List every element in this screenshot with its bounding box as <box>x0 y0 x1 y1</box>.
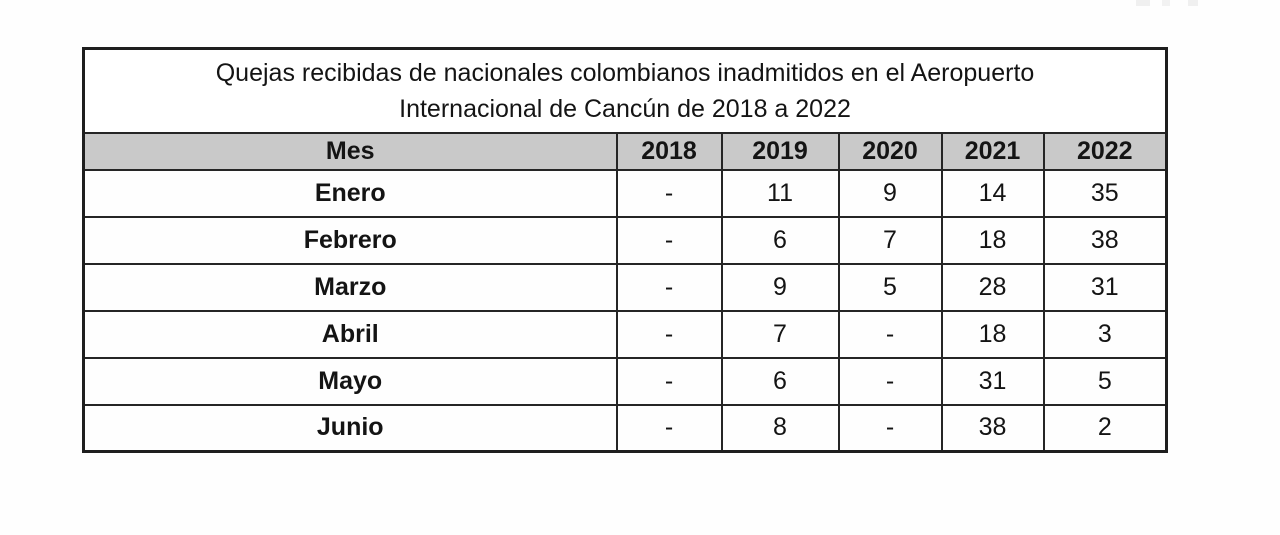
table-cell: - <box>617 311 722 358</box>
table-cell: - <box>617 170 722 217</box>
table-cell: - <box>839 311 942 358</box>
table-cell: 2 <box>1044 405 1167 452</box>
month-cell: Mayo <box>84 358 617 405</box>
table-header-row <box>84 133 1167 170</box>
table-cell: - <box>617 264 722 311</box>
table-cell: - <box>839 405 942 452</box>
scan-artifact <box>1136 0 1212 6</box>
table-cell: 7 <box>722 311 839 358</box>
table-cell: 35 <box>1044 170 1167 217</box>
table-cell: - <box>617 217 722 264</box>
column-header-2022: 2022 <box>1044 133 1167 170</box>
table-cell: 3 <box>1044 311 1167 358</box>
table-cell: - <box>839 358 942 405</box>
table-title-line-2: Internacional de Cancún de 2018 a 2022 <box>399 94 851 123</box>
table-cell: 5 <box>1044 358 1167 405</box>
table-row-febrero <box>84 217 1167 264</box>
table-cell: 11 <box>722 170 839 217</box>
table-cell: 7 <box>839 217 942 264</box>
complaints-table <box>82 47 1168 453</box>
table-row-abril <box>84 311 1167 358</box>
table-cell: 9 <box>839 170 942 217</box>
table-cell: 9 <box>722 264 839 311</box>
month-cell: Enero <box>84 170 617 217</box>
table-cell: 31 <box>942 358 1044 405</box>
table-row-mayo <box>84 358 1167 405</box>
table-cell: 5 <box>839 264 942 311</box>
column-header-2021: 2021 <box>942 133 1044 170</box>
month-cell: Febrero <box>84 217 617 264</box>
table-cell: 14 <box>942 170 1044 217</box>
column-header-2018: 2018 <box>617 133 722 170</box>
table-cell: - <box>617 405 722 452</box>
table-cell: 38 <box>1044 217 1167 264</box>
table-row-marzo <box>84 264 1167 311</box>
table-cell: 8 <box>722 405 839 452</box>
table-cell: 38 <box>942 405 1044 452</box>
table-title-line-1: Quejas recibidas de nacionales colombianos inadmitidos en el Aeropuerto <box>215 58 1035 87</box>
month-cell: Abril <box>84 311 617 358</box>
column-header-2019: 2019 <box>722 133 839 170</box>
column-header-2020: 2020 <box>839 133 942 170</box>
table-cell: 6 <box>722 217 839 264</box>
table-title-row <box>84 49 1167 133</box>
table-cell: - <box>617 358 722 405</box>
table-cell: 18 <box>942 217 1044 264</box>
table-title <box>84 49 1167 133</box>
column-header-mes: Mes <box>84 133 617 170</box>
table-cell: 28 <box>942 264 1044 311</box>
table-row-enero <box>84 170 1167 217</box>
table-cell: 31 <box>1044 264 1167 311</box>
table-row-junio <box>84 405 1167 452</box>
table-cell: 6 <box>722 358 839 405</box>
table-cell: 18 <box>942 311 1044 358</box>
month-cell: Junio <box>84 405 617 452</box>
month-cell: Marzo <box>84 264 617 311</box>
